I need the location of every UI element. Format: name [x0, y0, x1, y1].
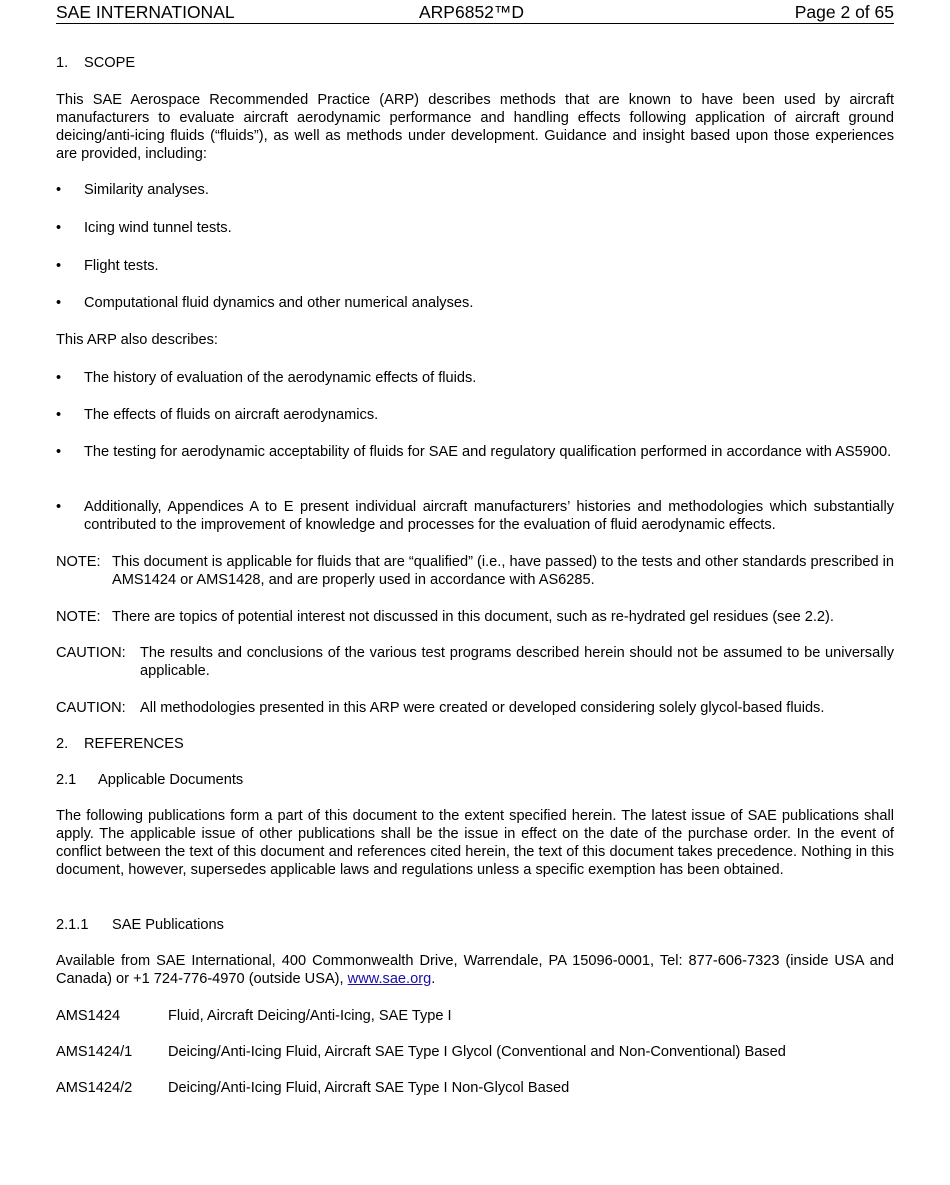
list-item — [56, 443, 894, 461]
section-title: REFERENCES — [84, 736, 184, 752]
section-number: 2. — [56, 736, 69, 752]
section-2-1-heading — [56, 771, 243, 789]
page-header — [56, 1, 894, 24]
bullet-icon: • — [56, 295, 62, 311]
document-page — [56, 0, 894, 1096]
list-item — [56, 181, 894, 199]
caution-block — [56, 644, 894, 680]
caution-label: CAUTION: — [56, 700, 126, 716]
list-item — [56, 294, 894, 312]
list-item-text: The effects of fluids on aircraft aerodynamics. — [84, 407, 379, 423]
sae-website-link[interactable]: www.sae.org — [347, 971, 432, 987]
header-doc-id: ARP6852™D — [419, 2, 525, 22]
also-describes-paragraph: This ARP also describes: — [56, 332, 218, 348]
section-1-heading — [56, 54, 135, 72]
list-item — [56, 219, 894, 237]
list-item — [56, 369, 894, 387]
reference-title: Deicing/Anti-Icing Fluid, Aircraft SAE Type I Glycol (Conventional and Non-Conventional) Based — [168, 1044, 786, 1060]
applicable-documents-paragraph: The following publications form a part of this document to the extent specified herein. The latest issue of SAE publications shall apply. The applicable issue of other publications shall be the issue in effect on the date of the purchase order. In the event of conflict between the text of this document and references cited herein, the text of this document takes precedence. Nothing in this document, however, supersedes applicable laws and regulations unless a specific exemption has been obtained. — [56, 808, 894, 878]
section-title: Applicable Documents — [98, 772, 244, 788]
list-item-text: Flight tests. — [84, 258, 159, 274]
caution-label: CAUTION: — [56, 645, 126, 661]
list-item-text: Similarity analyses. — [84, 182, 209, 198]
note-label: NOTE: — [56, 554, 101, 570]
list-item-text: Computational fluid dynamics and other numerical analyses. — [84, 295, 474, 311]
note-block — [56, 608, 894, 626]
availability-text: Available from SAE International, 400 Commonwealth Drive, Warrendale, PA 15096-0001, Tel: 877-606-7323 (inside USA and Canada) or +1 724-776-4970 (outside USA), — [56, 953, 894, 987]
bullet-icon: • — [56, 182, 62, 198]
reference-code: AMS1424/2 — [56, 1080, 133, 1096]
list-item-text: The history of evaluation of the aerodynamic effects of fluids. — [84, 370, 477, 386]
reference-title: Fluid, Aircraft Deicing/Anti-Icing, SAE Type I — [168, 1008, 452, 1024]
section-number: 2.1 — [56, 772, 77, 788]
header-org: SAE INTERNATIONAL — [56, 2, 235, 22]
section-title: SCOPE — [84, 55, 136, 71]
note-text: This document is applicable for fluids that are “qualified” (i.e., have passed) to the tests and other standards prescribed in AMS1424 or AMS1428, and are properly used in accordance with AS6285. — [112, 554, 894, 588]
note-label: NOTE: — [56, 609, 101, 625]
note-block — [56, 553, 894, 589]
reference-title: Deicing/Anti-Icing Fluid, Aircraft SAE Type I Non-Glycol Based — [168, 1080, 570, 1096]
caution-text: The results and conclusions of the various test programs described herein should not be assumed to be universally applicable. — [140, 645, 894, 679]
section-title: SAE Publications — [112, 917, 224, 933]
caution-block — [56, 699, 894, 717]
list-item-text: Additionally, Appendices A to E present individual aircraft manufacturers’ histories and methodologies which substantially contributed to the improvement of knowledge and processes for the evaluation of fluid aerodynamic effects. — [84, 499, 894, 533]
section-2-heading — [56, 735, 184, 753]
list-item — [56, 257, 894, 275]
bullet-icon: • — [56, 370, 62, 386]
scope-intro-paragraph: This SAE Aerospace Recommended Practice (ARP) describes methods that are known to have been used by aircraft manufacturers to evaluate aircraft aerodynamic performance and handling effects following application of aircraft ground deicing/anti-icing fluids (“fluids”), as well as methods under development. Guidance and insight based upon those experiences are provided, including: — [56, 92, 894, 162]
bullet-icon: • — [56, 499, 62, 515]
bullet-icon: • — [56, 258, 62, 274]
header-page-number: Page 2 of 65 — [794, 2, 894, 22]
availability-paragraph — [56, 952, 894, 988]
list-item — [56, 406, 894, 424]
note-text: There are topics of potential interest not discussed in this document, such as re-hydrated gel residues (see 2.2). — [112, 609, 834, 625]
bullet-icon: • — [56, 220, 62, 236]
reference-code: AMS1424/1 — [56, 1044, 133, 1060]
list-item-text: The testing for aerodynamic acceptability of fluids for SAE and regulatory qualification performed in accordance with AS5900. — [84, 444, 892, 460]
availability-end: . — [431, 971, 436, 987]
bullet-icon: • — [56, 444, 62, 460]
section-2-1-1-heading — [56, 916, 224, 934]
caution-text: All methodologies presented in this ARP were created or developed considering solely glycol-based fluids. — [140, 700, 825, 716]
bullet-icon: • — [56, 407, 62, 423]
list-item-text: Icing wind tunnel tests. — [84, 220, 232, 236]
section-number: 2.1.1 — [56, 917, 89, 933]
section-number: 1. — [56, 55, 69, 71]
list-item — [56, 498, 894, 534]
reference-code: AMS1424 — [56, 1008, 121, 1024]
